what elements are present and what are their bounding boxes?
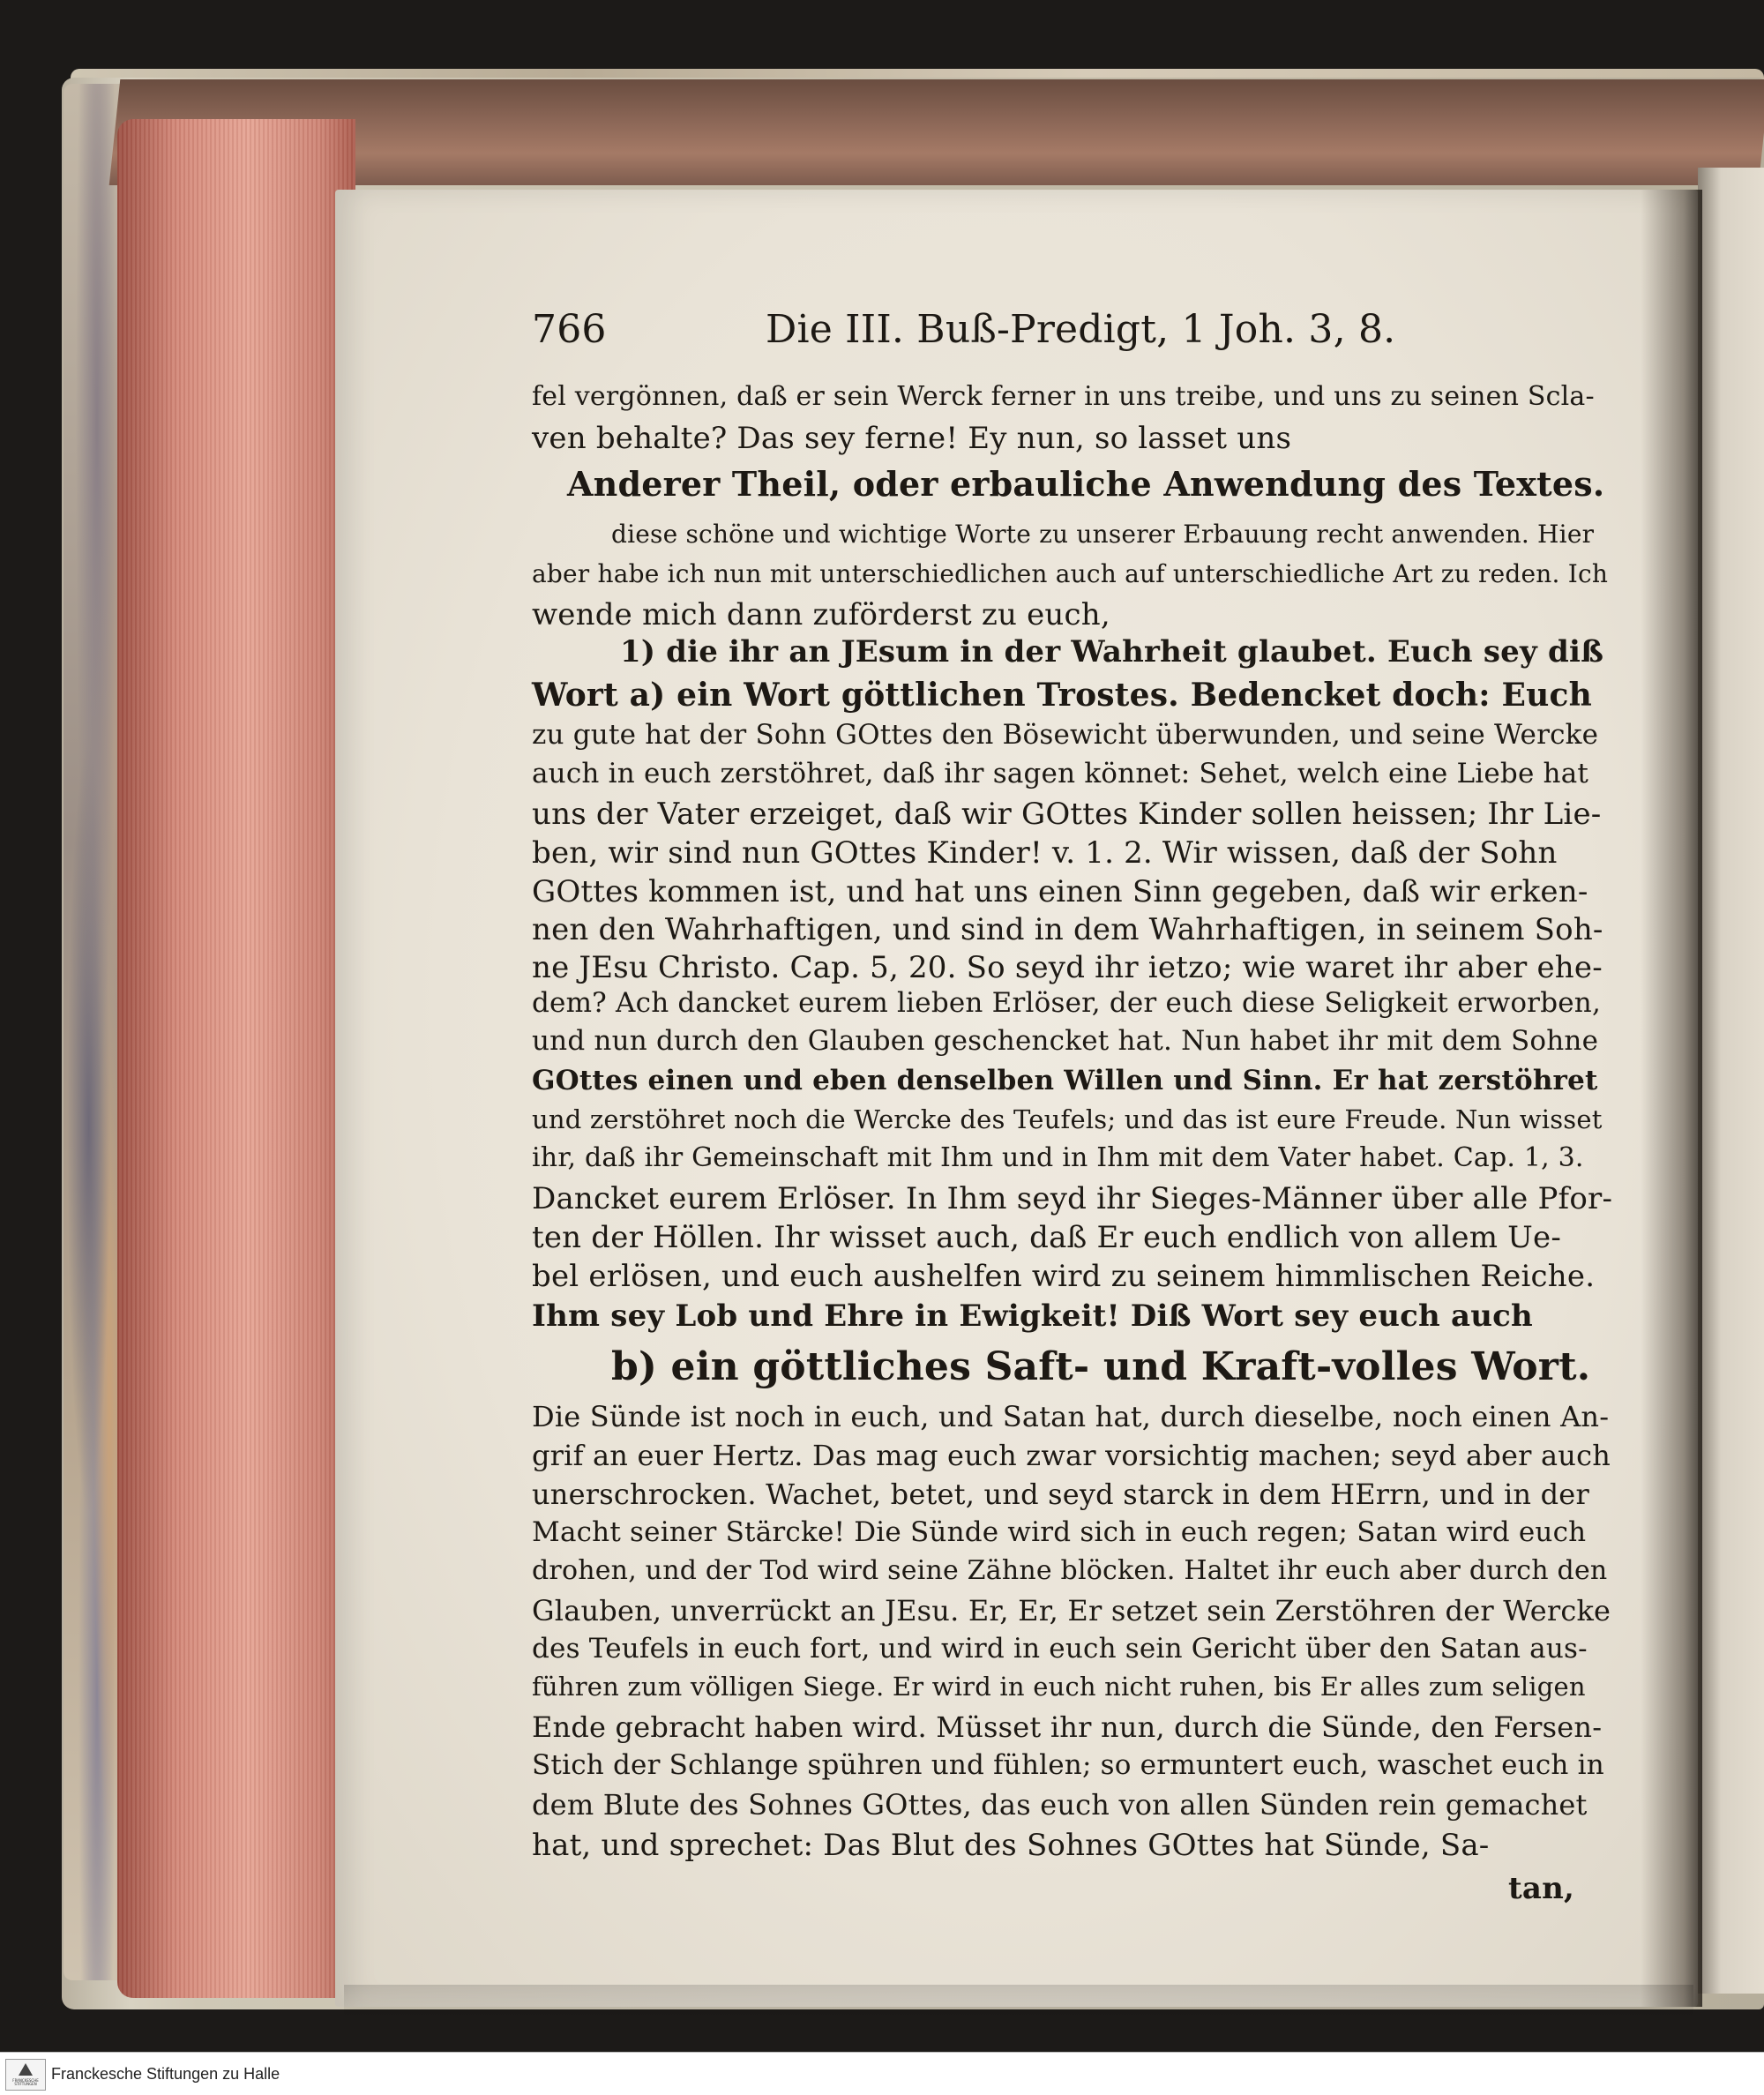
text-line: Die Sünde ist noch in euch, und Satan hat, durch dieselbe, noch einen An- xyxy=(532,1400,1610,1433)
section-heading: Anderer Theil, oder erbauliche Anwendung des Textes. xyxy=(567,464,1605,504)
text-line: fel vergönnen, daß er sein Werck ferner in uns treibe, und uns zu seinen Scla- xyxy=(532,381,1595,412)
text-line: GOttes einen und eben denselben Willen und Sinn. Er hat zerstöhret xyxy=(532,1065,1598,1096)
catchword: tan, xyxy=(1508,1871,1575,1906)
text-line: Glauben, unverrückt an JEsu. Er, Er, Er setzet sein Zerstöhren der Wercke xyxy=(532,1594,1611,1627)
text-line: uns der Vater erzeiget, daß wir GOttes Kinder sollen heissen; Ihr Lie- xyxy=(532,797,1602,832)
text-line: Stich der Schlange spühren und fühlen; so ermuntert euch, waschet euch in xyxy=(532,1749,1604,1781)
text-line: ihr, daß ihr Gemeinschaft mit Ihm und in Ihm mit dem Vater habet. Cap. 1, 3. xyxy=(532,1142,1584,1173)
subsection-heading: b) ein göttliches Saft- und Kraft-volles Wort. xyxy=(611,1344,1591,1389)
text-line: führen zum völligen Siege. Er wird in euch nicht ruhen, bis Er alles zum seligen xyxy=(532,1672,1586,1702)
text-line: des Teufels in euch fort, und wird in euch sein Gericht über den Satan aus- xyxy=(532,1633,1588,1665)
text-line: dem Blute des Sohnes GOttes, das euch von allen Sünden rein gemachet xyxy=(532,1788,1588,1822)
text-line: bel erlösen, und euch aushelfen wird zu seinem himmlischen Reiche. xyxy=(532,1259,1596,1294)
institution-name: Franckesche Stiftungen zu Halle xyxy=(51,2065,280,2083)
footer-bar xyxy=(0,2052,1764,2095)
institution-logo-icon xyxy=(5,2059,46,2091)
text-line: aber habe ich nun mit unterschiedlichen auch auf unterschiedliche Art zu reden. Ich xyxy=(532,559,1609,588)
text-line: Ihm sey Lob und Ehre in Ewigkeit! Diß Wort sey euch auch xyxy=(532,1298,1533,1334)
text-line: ten der Höllen. Ihr wisset auch, daß Er euch endlich von allem Ue- xyxy=(532,1220,1562,1255)
text-line: ne JEsu Christo. Cap. 5, 20. So seyd ihr ietzo; wie waret ihr aber ehe- xyxy=(532,950,1603,985)
text-line: Macht seiner Stärcke! Die Sünde wird sich in euch regen; Satan wird euch xyxy=(532,1516,1587,1548)
text-line: GOttes kommen ist, und hat uns einen Sinn gegeben, daß wir erken- xyxy=(532,874,1588,909)
text-line: Wort a) ein Wort göttlichen Trostes. Bedencket doch: Euch xyxy=(532,677,1592,714)
logo-text: FRANCKESCHE STIFTUNGEN xyxy=(12,2078,39,2086)
page-gutter-shadow xyxy=(1641,190,1702,2007)
facing-page xyxy=(1698,168,1764,1994)
page-block-top-edge xyxy=(109,79,1764,185)
text-line: drohen, und der Tod wird seine Zähne blöcken. Haltet ihr euch aber durch den xyxy=(532,1555,1608,1586)
text-line: grif an euer Hertz. Das mag euch zwar vorsichtig machen; seyd aber auch xyxy=(532,1439,1611,1472)
text-line: Ende gebracht haben wird. Müsset ihr nun, durch die Sünde, den Fersen- xyxy=(532,1710,1603,1744)
running-title: Die III. Buß-Predigt, 1 Joh. 3, 8. xyxy=(766,307,1396,352)
text-line: auch in euch zerstöhret, daß ihr sagen könnet: Sehet, welch eine Liebe hat xyxy=(532,758,1589,789)
text-line: ben, wir sind nun GOttes Kinder! v. 1. 2. Wir wissen, daß der Sohn xyxy=(532,835,1558,871)
text-line: ven behalte? Das sey ferne! Ey nun, so lasset uns xyxy=(532,421,1292,456)
text-line: hat, und sprechet: Das Blut des Sohnes GOttes hat Sünde, Sa- xyxy=(532,1828,1490,1863)
text-line: wende mich dann zuförderst zu euch, xyxy=(532,597,1110,632)
text-line: Dancket eurem Erlöser. In Ihm seyd ihr Sieges-Männer über alle Pfor- xyxy=(532,1181,1613,1216)
red-page-edge xyxy=(117,119,355,1998)
text-line: zu gute hat der Sohn GOttes den Bösewicht überwunden, und seine Wercke xyxy=(532,719,1599,751)
text-line: 1) die ihr an JEsum in der Wahrheit glaubet. Euch sey diß xyxy=(620,634,1604,670)
text-line: dem? Ach dancket eurem lieben Erlöser, der euch diese Seligkeit erworben, xyxy=(532,987,1602,1019)
text-line: und zerstöhret noch die Wercke des Teufels; und das ist eure Freude. Nun wisset xyxy=(532,1104,1603,1134)
text-line: nen den Wahrhaftigen, und sind in dem Wahrhaftigen, in seinem Soh- xyxy=(532,912,1603,947)
text-line: diese schöne und wichtige Worte zu unserer Erbauung recht anwenden. Hier xyxy=(611,520,1595,549)
page-bottom-shadow xyxy=(344,1985,1693,2020)
text-line: und nun durch den Glauben geschencket hat. Nun habet ihr mit dem Sohne xyxy=(532,1025,1599,1057)
page-number: 766 xyxy=(532,307,607,352)
text-line: unerschrocken. Wachet, betet, und seyd starck in dem HErrn, und in der xyxy=(532,1478,1589,1511)
